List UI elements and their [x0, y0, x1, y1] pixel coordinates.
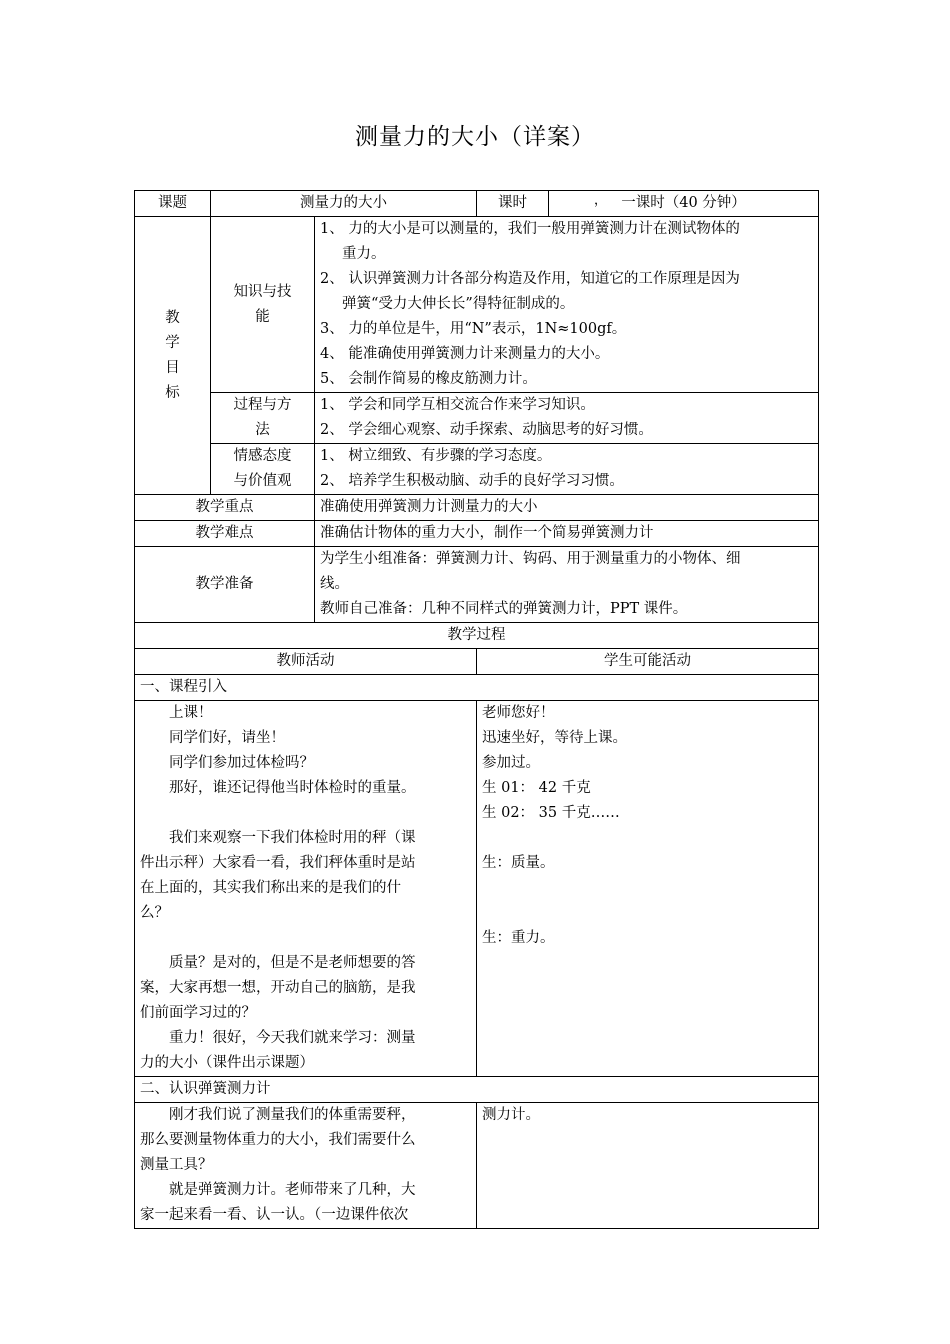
section1-student-activity: 老师您好！ 迅速坐好，等待上课。 参加过。 生 01： 42 千克 生 02： 35 千克…… 生：质量。 生：重力。 — [477, 701, 819, 1077]
topic-value: 测量力的大小 — [211, 191, 477, 217]
objectives-label: 教 学 目 标 — [135, 217, 211, 495]
list-item: 4、 能准确使用弹簧测力计来测量力的大小。 — [320, 346, 610, 362]
difficulty-label: 教学难点 — [135, 521, 315, 547]
section1-body-row — [135, 701, 819, 1077]
section2-teacher-activity: 刚才我们说了测量我们的体重需要秤， 那么要测量物体重力的大小，我们需要什么 测量工具？ 就是弹簧测力计。老师带来了几种，大 家一起来看一看、认一认。（一边课件依次 — [135, 1103, 477, 1229]
section2-student-activity: 测力计。 — [477, 1103, 819, 1229]
key-point-value: 准确使用弹簧测力计测量力的大小 — [315, 495, 819, 521]
key-point-label: 教学重点 — [135, 495, 315, 521]
section2-body-row — [135, 1103, 819, 1229]
objective-attitude-row — [135, 444, 819, 495]
objective-process-row — [135, 393, 819, 444]
student-column-header: 学生可能活动 — [477, 649, 819, 675]
activity-header-row — [135, 649, 819, 675]
stray-mark: ， — [594, 193, 608, 208]
list-item: 2、 认识弹簧测力计各部分构造及作用，知道它的工作原理是因为 — [320, 271, 740, 287]
list-item-continued: 重力。 — [342, 246, 386, 262]
list-item: 1、 学会和同学互相交流合作来学习知识。 — [320, 397, 595, 413]
section1-teacher-activity: 上课！ 同学们好，请坐！ 同学们参加过体检吗？ 那好，谁还记得他当时体检时的重量。 我们来观察一下我们体检时用的秤（课 件出示秤）大家看一看，我们秤体重时是站 在上面的，其实我们称出来的是我们的什 么？ 质量？是对的，但是不是老师想要的答 案，大家再想一想，开动自己的脑筋，是我 们前面学习过的？ 重力！很好，今天我们就来学习：测量 力的大小（课件出示课题） — [135, 701, 477, 1077]
section-heading-row — [135, 1077, 819, 1103]
process-label: 过程与方 法 — [211, 393, 315, 444]
process-title-row — [135, 623, 819, 649]
attitude-items — [315, 444, 819, 495]
process-items — [315, 393, 819, 444]
objective-knowledge-row — [135, 217, 819, 393]
attitude-label: 情感态度 与价值观 — [211, 444, 315, 495]
list-item: 1、 力的大小是可以测量的，我们一般用弹簧测力计在测试物体的 — [320, 221, 740, 237]
list-item: 5、 会制作简易的橡皮筋测力计。 — [320, 371, 537, 387]
topic-label: 课题 — [135, 191, 211, 217]
difficulty-value: 准确估计物体的重力大小，制作一个简易弹簧测力计 — [315, 521, 819, 547]
header-row — [135, 191, 819, 217]
preparation-label: 教学准备 — [135, 547, 315, 623]
list-item: 2、 学会细心观察、动手探索、动脑思考的好习惯。 — [320, 422, 653, 438]
list-item: 3、 力的单位是牛，用“N”表示，1N≈100gf。 — [320, 321, 627, 337]
section1-heading: 一、课程引入 — [135, 675, 819, 701]
page-title: 测量力的大小（详案） — [355, 124, 595, 150]
section-heading-row — [135, 675, 819, 701]
list-item: 1、 树立细致、有步骤的学习态度。 — [320, 448, 552, 464]
period-label: 课时 — [477, 191, 549, 217]
list-item: 2、 培养学生积极动脑、动手的良好学习习惯。 — [320, 473, 624, 489]
period-value: 一课时（40 分钟） — [549, 191, 819, 217]
lesson-plan-table — [134, 190, 819, 1229]
key-point-row — [135, 495, 819, 521]
knowledge-items — [315, 217, 819, 393]
section2-heading: 二、认识弹簧测力计 — [135, 1077, 819, 1103]
process-title: 教学过程 — [135, 623, 819, 649]
teacher-column-header: 教师活动 — [135, 649, 477, 675]
list-item-continued: 弹簧“受力大伸长长”得特征制成的。 — [342, 296, 575, 312]
knowledge-label: 知识与技 能 — [211, 217, 315, 393]
preparation-row — [135, 547, 819, 623]
preparation-value: 为学生小组准备：弹簧测力计、钩码、用于测量重力的小物体、细 线。 教师自己准备：几种不同样式的弹簧测力计，PPT 课件。 — [315, 547, 819, 623]
difficulty-row — [135, 521, 819, 547]
